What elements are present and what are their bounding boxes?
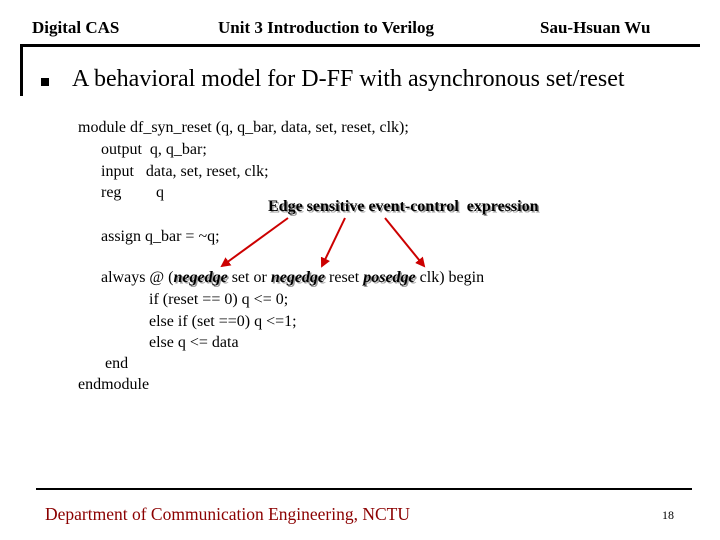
footer-rule — [36, 488, 692, 490]
code-assign-line: assign q_bar = ~q; — [101, 228, 220, 245]
author-name: Sau-Hsuan Wu — [540, 18, 651, 37]
code-module-line: module df_syn_reset (q, q_bar, data, set, reset, clk); — [78, 119, 409, 136]
arrow-to-negedge-set — [222, 218, 288, 266]
negedge-keyword-set: negedge — [173, 269, 228, 286]
arrow-to-posedge-clk — [385, 218, 424, 266]
always-mid-reset: reset — [325, 269, 364, 286]
annotation-label: Edge sensitive event-control expression — [268, 198, 539, 215]
code-reg-keyword: reg — [101, 184, 122, 201]
arrow-to-negedge-reset — [322, 218, 345, 266]
negedge-keyword-reset: negedge — [270, 269, 326, 286]
unit-title: Unit 3 Introduction to Verilog — [218, 18, 434, 37]
code-endmodule-line: endmodule — [78, 376, 150, 393]
code-output-line: output q, q_bar; — [101, 141, 207, 158]
code-reg-variable: q — [156, 184, 164, 201]
code-else-line: else q <= data — [149, 334, 239, 351]
code-input-line: input data, set, reset, clk; — [101, 163, 269, 180]
always-prefix: always @ ( — [101, 269, 174, 286]
always-suffix: clk) begin — [415, 269, 485, 286]
always-mid-set: set or — [227, 269, 271, 286]
code-elseif-line: else if (set ==0) q <=1; — [149, 313, 297, 330]
course-title: Digital CAS — [32, 18, 120, 37]
bullet-text: A behavioral model for D-FF with asynchronous set/reset — [72, 66, 625, 92]
footer-department: Department of Communication Engineering, NCTU — [45, 504, 410, 524]
code-if-line: if (reset == 0) q <= 0; — [149, 291, 289, 308]
page-number: 18 — [662, 508, 674, 522]
posedge-keyword-clk: posedge — [363, 269, 416, 286]
code-end-line: end — [105, 355, 129, 372]
